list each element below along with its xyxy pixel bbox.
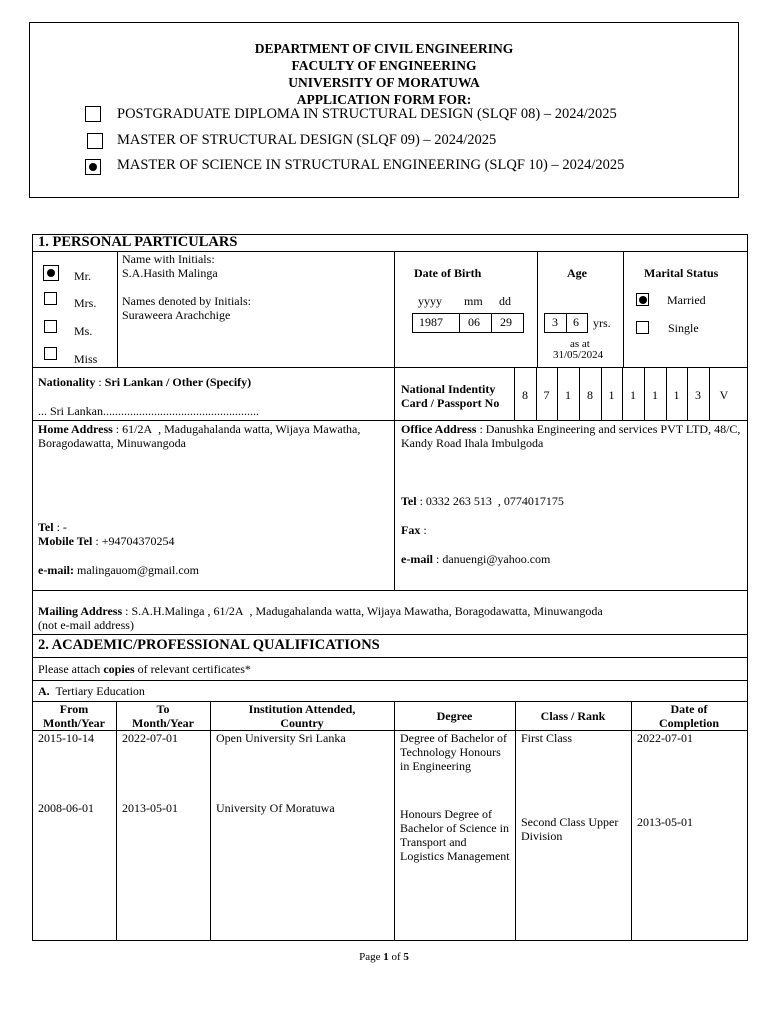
nic-char: 3: [695, 388, 701, 402]
tertiary-subtitle: [38, 684, 145, 698]
name-label: Name with Initials:: [122, 252, 215, 266]
edu-cell-date[interactable]: 2013-05-01: [637, 815, 693, 829]
office-tel-value: 0332 263 513 , 0774017175: [425, 494, 564, 508]
mailing-address-value: S.A.H.Malinga , 61/2A , Madugahalanda watta, Wijaya Mawatha, Boragodawatta, Minuwangoda: [131, 604, 603, 618]
program-checkbox-msc[interactable]: [85, 159, 101, 175]
dob-year: 1987: [419, 315, 443, 329]
name-value[interactable]: S.A.Hasith Malinga: [122, 266, 218, 280]
office-address[interactable]: Office Address : Danushka Engineering and services PVT LTD, 48/C, Kandy Road Ihala Imbulgoda: [401, 422, 741, 450]
edu-cell-to[interactable]: 2022-07-01: [122, 731, 178, 745]
office-email-label: e-mail: [401, 552, 433, 566]
marital-label: Marital Status: [644, 266, 719, 280]
title-label-miss: Miss: [74, 352, 98, 366]
tertiary-title: Tertiary Education: [55, 684, 145, 698]
edu-cell-class[interactable]: First Class: [521, 731, 573, 745]
mobile-tel-value: +94704370254: [101, 534, 175, 548]
home-tel-value: -: [62, 520, 67, 534]
office-address-value: Danushka Engineering and services PVT LTD, 48/C, Kandy Road Ihala Imbulgoda: [401, 422, 741, 450]
program-label-msd: MASTER OF STRUCTURAL DESIGN (SLQF 09) – 2024/2025: [117, 132, 497, 148]
nic-label-line1: National Indentity: [401, 382, 496, 396]
title-checkbox-mrs[interactable]: [44, 292, 57, 305]
university-title: UNIVERSITY OF MORATUWA: [288, 75, 480, 90]
edu-cell-institution[interactable]: Open University Sri Lanka: [216, 731, 346, 745]
attach-note: [38, 662, 251, 676]
edu-cell-from[interactable]: 2015-10-14: [38, 731, 94, 745]
checked-dot-icon: [47, 269, 55, 277]
office-fax-label: Fax: [401, 523, 421, 537]
dob-label: Date of Birth: [414, 266, 482, 280]
checked-dot-icon: [89, 163, 97, 171]
title-checkbox-miss[interactable]: [44, 347, 57, 360]
attach-note-bold: copies: [103, 662, 135, 676]
initials-label: Names denoted by Initials:: [122, 294, 251, 308]
form-title: APPLICATION FORM FOR:: [296, 92, 472, 107]
office-address-label: Office Address: [401, 422, 477, 436]
title-checkbox-mr[interactable]: [43, 265, 59, 281]
program-checkbox-msd[interactable]: [87, 133, 103, 149]
age-digit-2: 6: [573, 315, 579, 329]
col-header-institution: Institution Attended, Country: [248, 702, 356, 730]
edu-cell-institution[interactable]: University Of Moratuwa: [216, 801, 335, 815]
col-header-to: To Month/Year: [132, 702, 194, 730]
edu-cell-to[interactable]: 2013-05-01: [122, 801, 178, 815]
col-header-class: Class / Rank: [540, 709, 606, 723]
office-tel[interactable]: Tel : 0332 263 513 , 0774017175: [401, 494, 564, 508]
nic-char: 1: [608, 388, 615, 402]
dob-format-yyyy: yyyy: [418, 294, 442, 308]
nic-char: V: [719, 388, 729, 402]
dob-format-mm: mm: [464, 294, 483, 308]
marital-label-single: Single: [668, 321, 699, 335]
nic-char: 8: [587, 388, 593, 402]
edu-cell-class[interactable]: Second Class Upper Division: [521, 815, 619, 843]
title-label-ms: Ms.: [74, 324, 93, 338]
faculty-title: FACULTY OF ENGINEERING: [291, 58, 477, 73]
home-tel[interactable]: Tel : -: [38, 520, 67, 534]
section-personal-title: 1. PERSONAL PARTICULARS: [38, 234, 238, 250]
home-address[interactable]: Home Address : 61/2A , Madugahalanda watta, Wijaya Mawatha, Boragodawatta, Minuwangoda: [38, 422, 361, 450]
nic-char: 1: [673, 388, 680, 402]
section-academic-title: 2. ACADEMIC/PROFESSIONAL QUALIFICATIONS: [38, 637, 380, 653]
office-email[interactable]: e-mail : danuengi@yahoo.com: [401, 552, 551, 566]
nic-char: 7: [543, 388, 550, 402]
office-email-value: danuengi@yahoo.com: [442, 552, 551, 566]
edu-cell-date[interactable]: 2022-07-01: [637, 731, 693, 745]
age-asat: as at: [570, 338, 590, 350]
col-header-from: From Month/Year: [43, 702, 105, 730]
mailing-note: (not e-mail address): [38, 618, 134, 632]
office-tel-label: Tel: [401, 494, 417, 508]
nic-char: 1: [652, 388, 658, 402]
edu-cell-degree[interactable]: Honours Degree of Bachelor of Science in Transport and Logistics Management: [400, 807, 510, 863]
home-email[interactable]: [38, 563, 199, 577]
home-address-value: 61/2A , Madugahalanda watta, Wijaya Mawatha, Boragodawatta, Minuwangoda: [38, 422, 361, 450]
home-address-label: Home Address: [38, 422, 113, 436]
page-number: Page 1 of 5: [359, 951, 409, 963]
marital-label-married: Married: [667, 293, 706, 307]
title-checkbox-ms[interactable]: [44, 320, 57, 333]
office-fax[interactable]: Fax :: [401, 523, 427, 537]
dob-month: 06: [468, 315, 480, 329]
title-label-mrs: Mrs.: [74, 296, 97, 310]
age-field[interactable]: [544, 313, 588, 333]
tertiary-letter: A.: [38, 684, 50, 698]
edu-cell-degree[interactable]: Degree of Bachelor of Technology Honours in Engineering: [400, 731, 507, 773]
mailing-address[interactable]: Mailing Address : S.A.H.Malinga , 61/2A , Madugahalanda watta, Wijaya Mawatha, Boragodawatta, Minuwangoda: [38, 604, 603, 618]
program-label-msc: MASTER OF SCIENCE IN STRUCTURAL ENGINEERING (SLQF 10) – 2024/2025: [117, 157, 625, 173]
age-digit-1: 3: [552, 315, 558, 329]
nic-char: 8: [522, 388, 528, 402]
checked-dot-icon: [639, 296, 647, 304]
edu-cell-from[interactable]: 2008-06-01: [38, 801, 94, 815]
col-header-degree: Degree: [436, 709, 473, 723]
program-label-pgd: POSTGRADUATE DIPLOMA IN STRUCTURAL DESIGN (SLQF 08) – 2024/2025: [117, 106, 617, 122]
title-label-mr: Mr.: [74, 269, 92, 283]
nic-char: 1: [565, 388, 571, 402]
home-email-value: malingauom@gmail.com: [76, 563, 200, 577]
marital-checkbox-single[interactable]: [636, 321, 649, 334]
age-unit: yrs.: [593, 316, 611, 330]
attach-note-suffix: of relevant certificates*: [134, 662, 251, 676]
nationality-row: Nationality : Sri Lankan / Other (Specify): [38, 375, 252, 389]
nic-char: 1: [630, 388, 636, 402]
nationality-options: Sri Lankan / Other (Specify): [104, 375, 252, 389]
nationality-label: Nationality: [38, 375, 96, 389]
home-tel-label: Tel: [38, 520, 54, 534]
department-title: DEPARTMENT OF CIVIL ENGINEERING: [254, 41, 514, 56]
nic-label-line2: Card / Passport No: [401, 396, 500, 410]
dob-field[interactable]: [412, 313, 524, 333]
home-email-label: e-mail:: [38, 563, 74, 577]
attach-note-prefix: Please attach: [38, 662, 104, 676]
mailing-address-label: Mailing Address: [38, 604, 123, 618]
age-label: Age: [567, 266, 587, 280]
dob-format-dd: dd: [499, 294, 511, 308]
marital-checkbox-married[interactable]: [636, 293, 649, 306]
initials-value[interactable]: Suraweera Arachchige: [122, 308, 231, 322]
col-header-date: Date of Completion: [659, 702, 719, 730]
mobile-tel[interactable]: Mobile Tel : +94704370254: [38, 534, 175, 548]
dob-day: 29: [500, 315, 512, 329]
program-checkbox-pgd[interactable]: [85, 106, 101, 122]
mobile-tel-label: Mobile Tel: [38, 534, 93, 548]
age-date: 31/05/2024: [553, 349, 604, 361]
nationality-value[interactable]: ... Sri Lankan....................................................: [38, 404, 259, 418]
